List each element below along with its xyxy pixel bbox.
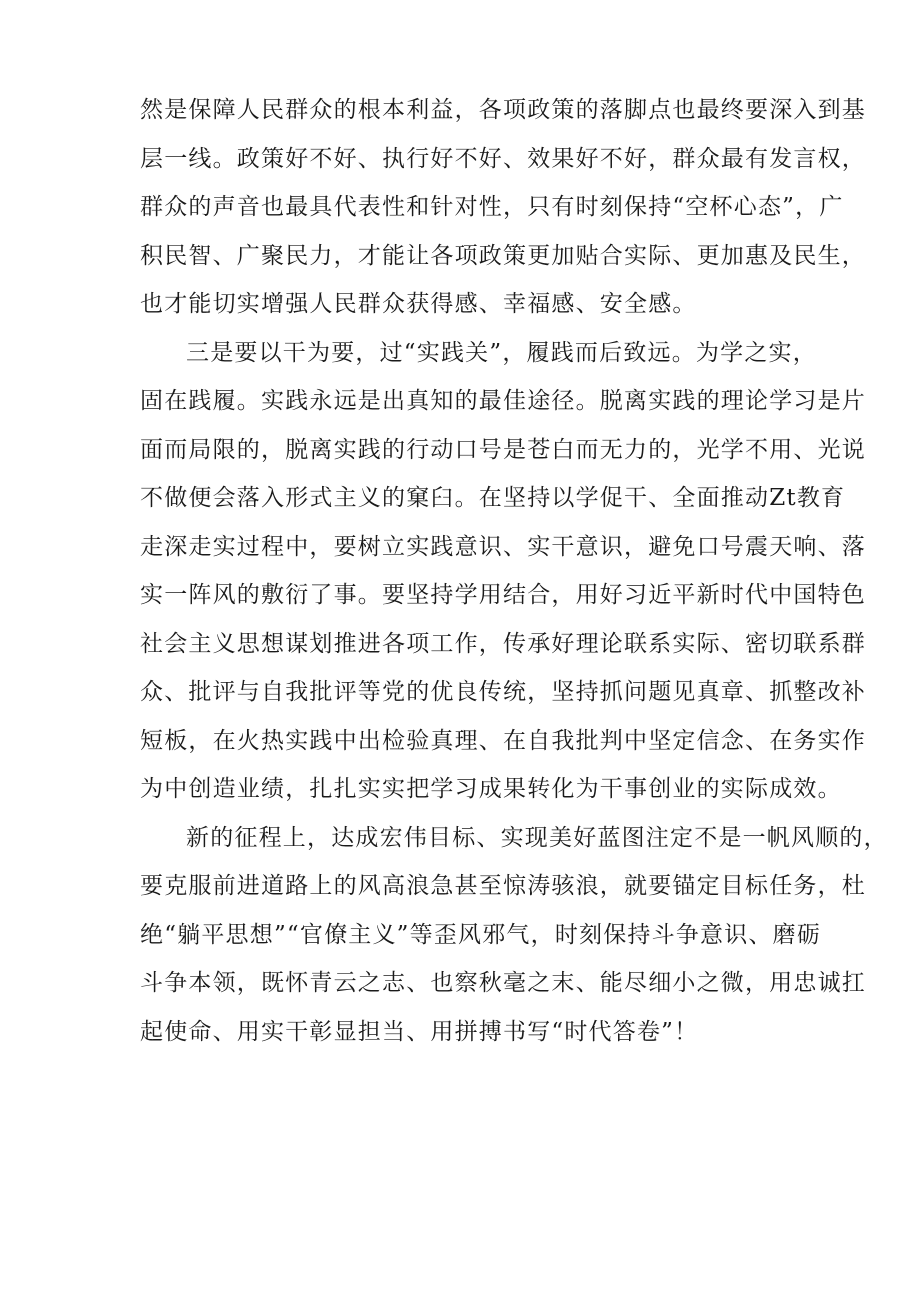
document-body	[140, 86, 888, 1056]
text-line: 短板，在火热实践中出检验真理、在自我批判中坚定信念、在务实作	[140, 727, 866, 754]
paragraph-continuation	[140, 86, 866, 329]
text-line: 面而局限的，脱离实践的行动口号是苍白而无力的，光学不用、光说	[140, 436, 866, 463]
text-line: 斗争本领，既怀青云之志、也察秋毫之末、能尽细小之微，用忠诚扛	[140, 970, 866, 996]
text-line: 为中创造业绩，扎扎实实把学习成果转化为干事创业的实际成效。	[140, 776, 842, 802]
text-line: 要克服前进道路上的风高浪急甚至惊涛骇浪，就要锚定目标任务，杜	[140, 873, 866, 899]
text-line: 实一阵风的敷衍了事。要坚持学用结合，用好习近平新时代中国特色	[140, 582, 866, 608]
text-line: 走深走实过程中，要树立实践意识、实干意识，避免口号震天响、落	[140, 533, 866, 560]
text-line: 起使命、用实干彰显担当、用拼搏书写“时代答卷”！	[140, 1018, 699, 1045]
text-line: 然是保障人民群众的根本利益，各项政策的落脚点也最终要深入到基	[140, 97, 866, 123]
text-line: 积民智、广聚民力，才能让各项政策更加贴合实际、更加惠及民生，	[140, 242, 866, 269]
text-line: 绝“躺平思想”“官僚主义”等歪风邪气，时刻保持斗争意识、磨砺	[140, 921, 822, 948]
text-line: 也才能切实增强人民群众获得感、幸福感、安全感。	[140, 291, 697, 317]
text-line: 群众的声音也最具代表性和针对性，只有时刻保持“空杯心态”，广	[140, 194, 844, 220]
text-line: 社会主义思想谋划推进各项工作，传承好理论联系实际、密切联系群	[140, 630, 866, 657]
text-line: 新的征程上，达成宏伟目标、实现美好蓝图注定不是一帆风顺的，	[186, 824, 888, 851]
text-line: 不做便会落入形式主义的窠臼。在坚持以学促干、全面推动Zt教育	[140, 485, 846, 511]
text-line: 众、批评与自我批评等党的优良传统，坚持抓问题见真章、抓整改补	[140, 679, 866, 705]
text-line: 层一线。政策好不好、执行好不好、效果好不好，群众最有发言权，	[140, 145, 866, 172]
paragraph-conclusion	[140, 814, 888, 1057]
text-line: 固在践履。实践永远是出真知的最佳途径。脱离实践的理论学习是片	[140, 388, 866, 414]
paragraph-practice	[140, 329, 866, 814]
text-line: 三是要以干为要，过“实践关”，履践而后致远。为学之实，	[186, 339, 817, 366]
